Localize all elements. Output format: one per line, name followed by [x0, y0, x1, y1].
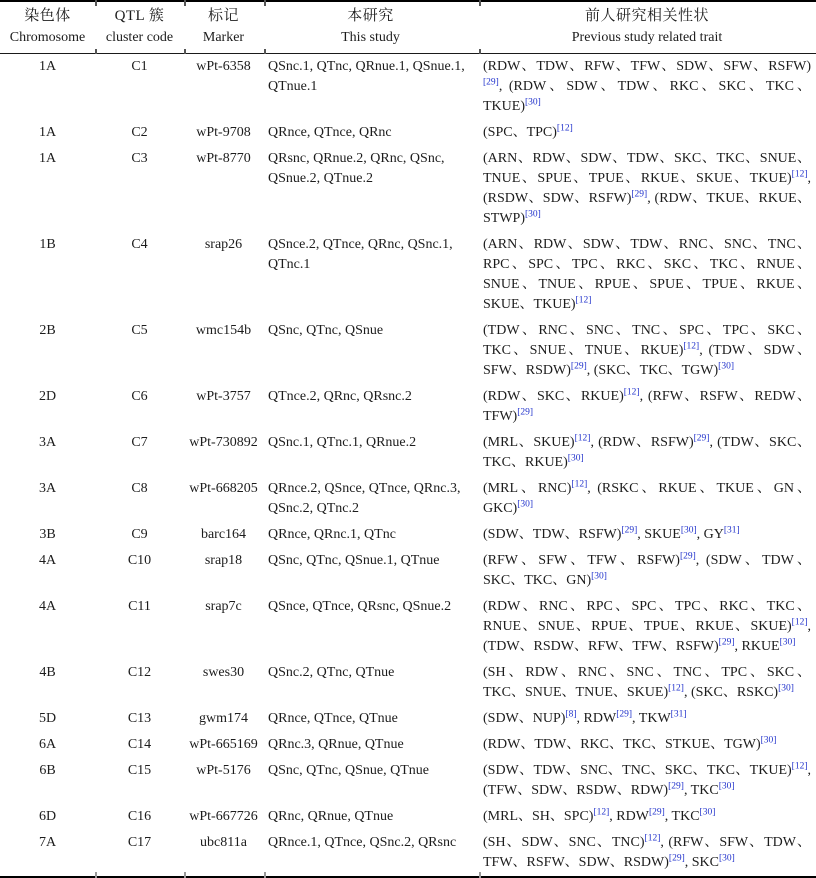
column-tick: [184, 872, 186, 878]
cell-marker: wmc154b: [195, 323, 252, 338]
cell-cluster-code: C5: [131, 323, 148, 338]
table-row: [0, 594, 816, 660]
header-cluster-code-en: cluster code: [105, 30, 174, 45]
cell-this-study: QTnce.2, QRnc, QRsnc.2: [268, 389, 412, 404]
citation-ref[interactable]: [12]: [574, 433, 591, 444]
citation-ref[interactable]: [12]: [556, 123, 573, 134]
citation-ref[interactable]: [8]: [565, 709, 577, 720]
table-row: [0, 54, 816, 121]
citation-ref[interactable]: [29]: [718, 637, 735, 648]
cell-cluster-code: C17: [127, 835, 152, 850]
cell-this-study: QRnce, QTnce, QRnc: [268, 125, 392, 140]
column-tick: [95, 49, 97, 54]
header-marker-en: Marker: [202, 30, 245, 45]
cell-previous: (MRL、SKUE)[12], (RDW、RSFW)[29], (TDW、SKC、TKC、RKUE)[30]: [483, 433, 811, 470]
cell-this-study: QSnce, QTnce, QRsnc, QSnue.2: [268, 599, 452, 614]
column-tick: [264, 0, 266, 6]
header-marker: [184, 1, 263, 54]
cell-marker: wPt-3757: [196, 389, 251, 404]
cell-cluster-code: C2: [131, 125, 148, 140]
cell-previous: (SDW、NUP)[8], RDW[29], TKW[31]: [483, 709, 687, 726]
citation-ref[interactable]: [29]: [668, 781, 684, 792]
citation-ref[interactable]: [12]: [791, 761, 808, 772]
cell-this-study: QRnce.2, QSnce, QTnce, QRnc.3, QSnc.2, QTnc.2: [268, 481, 461, 516]
column-tick: [184, 0, 186, 6]
header-previous-trait: [478, 1, 816, 54]
table-row: [0, 522, 816, 548]
cell-marker: wPt-9708: [196, 125, 251, 140]
header-this-study-zh: 本研究: [347, 8, 394, 24]
header-marker-zh: 标记: [207, 8, 239, 24]
cell-marker: wPt-665169: [189, 737, 258, 752]
citation-ref[interactable]: [12]: [791, 169, 808, 180]
cell-marker: barc164: [200, 527, 247, 542]
cell-previous: (RDW、TDW、RFW、TFW、SDW、SFW、RSFW)[29], (RDW、SDW、TDW、RKC、SKC、TKC、TKUE)[30]: [483, 59, 811, 114]
citation-ref[interactable]: [30]: [525, 209, 541, 220]
cell-marker: gwm174: [199, 711, 248, 726]
citation-ref[interactable]: [12]: [571, 479, 588, 490]
column-tick: [95, 0, 97, 6]
cell-previous: (RDW、RNC、RPC、SPC、TPC、RKC、TKC、RNUE、SNUE、RPUE、TPUE、RKUE、SKUE)[12], (TDW、RSDW、RFW、TFW、RSFW)[29], RKUE[30]: [483, 599, 811, 654]
cell-this-study: QRnce, QTnce, QTnue: [268, 711, 398, 726]
cell-previous: (SH、SDW、SNC、TNC)[12], (RFW、SFW、TDW、TFW、RSFW、SDW、RSDW)[29], SKC[30]: [483, 833, 811, 870]
column-tick: [264, 872, 266, 878]
cell-this-study: QRnc.3, QRnue, QTnue: [268, 737, 404, 752]
cell-chromosome: 7A: [38, 835, 57, 850]
header-this-study-en: This study: [341, 30, 400, 45]
citation-ref[interactable]: [30]: [517, 499, 534, 510]
cell-cluster-code: C1: [131, 59, 148, 74]
citation-ref[interactable]: [30]: [718, 781, 735, 792]
column-tick: [95, 872, 97, 878]
cell-chromosome: 1A: [38, 125, 57, 140]
cell-previous: (MRL、SH、SPC)[12], RDW[29], TKC[30]: [483, 807, 716, 824]
cell-this-study: QSnc, QTnc, QSnue.1, QTnue: [268, 553, 440, 568]
header-cluster-code-zh: QTL 簇: [114, 8, 165, 24]
cell-this-study: QRnce.1, QTnce, QSnc.2, QRsnc: [268, 835, 457, 850]
header-chromosome: [0, 1, 95, 54]
cell-this-study: QSnc.1, QTnc, QRnue.1, QSnue.1, QTnue.1: [268, 59, 465, 94]
cell-previous: (SDW、TDW、RSFW)[29], SKUE[30], GY[31]: [483, 525, 740, 542]
citation-ref[interactable]: [12]: [683, 341, 700, 352]
cell-this-study: QSnc, QTnc, QSnue: [268, 323, 384, 338]
cell-chromosome: 6A: [38, 737, 57, 752]
citation-ref[interactable]: [30]: [591, 571, 607, 582]
cell-marker: wPt-668205: [189, 481, 258, 496]
table-header: [0, 1, 816, 54]
column-tick: [479, 0, 481, 6]
citation-ref[interactable]: [30]: [567, 453, 584, 464]
table-row: [0, 804, 816, 830]
cell-previous: (SPC、TPC)[12]: [483, 123, 573, 140]
cell-cluster-code: C9: [131, 527, 148, 542]
table-row: [0, 430, 816, 476]
cell-marker: wPt-730892: [189, 435, 258, 450]
header-this-study: [263, 1, 478, 54]
cell-cluster-code: C8: [131, 481, 148, 496]
cell-this-study: QSnc.2, QTnc, QTnue: [268, 665, 395, 680]
citation-ref[interactable]: [29]: [679, 551, 696, 562]
cell-chromosome: 6B: [39, 763, 56, 778]
cell-chromosome: 4A: [38, 553, 57, 568]
table-row: [0, 384, 816, 430]
cell-this-study: QRnc, QRnue, QTnue: [268, 809, 394, 824]
cell-cluster-code: C10: [127, 553, 152, 568]
table-row: [0, 232, 816, 318]
cell-cluster-code: C13: [127, 711, 152, 726]
table-row: [0, 830, 816, 877]
table-row: [0, 706, 816, 732]
table-body: [0, 54, 816, 878]
cell-previous: (RFW、SFW、TFW、RSFW)[29], (SDW、TDW、SKC、TKC、GN)[30]: [483, 551, 812, 588]
header-previous-trait-zh: 前人研究相关性状: [584, 8, 709, 24]
header-chromosome-en: Chromosome: [9, 30, 86, 45]
citation-ref[interactable]: [12]: [644, 833, 661, 844]
table-row: [0, 548, 816, 594]
column-tick: [479, 49, 481, 54]
cell-previous: (ARN、RDW、SDW、TDW、SKC、TKC、SNUE、TNUE、SPUE、TPUE、RKUE、SKUE、TKUE)[12], (RSDW、SDW、RSFW)[29], (RDW、TKUE、RKUE、STWP)[30]: [483, 151, 811, 226]
cell-previous: (RDW、SKC、RKUE)[12], (RFW、RSFW、REDW、TFW)[29]: [483, 387, 811, 424]
cell-marker: srap7c: [205, 599, 242, 614]
citation-ref[interactable]: [29]: [621, 525, 638, 536]
column-tick: [184, 49, 186, 54]
cell-cluster-code: C16: [127, 809, 152, 824]
cell-this-study: QRnce, QRnc.1, QTnc: [268, 527, 396, 542]
table-row: [0, 758, 816, 804]
cell-chromosome: 1A: [38, 59, 57, 74]
header-chromosome-zh: 染色体: [24, 8, 71, 24]
cell-marker: wPt-8770: [196, 151, 251, 166]
citation-ref[interactable]: [29]: [631, 189, 648, 200]
table-row: [0, 318, 816, 384]
table-row: [0, 146, 816, 232]
citation-ref[interactable]: [31]: [723, 525, 740, 536]
cell-cluster-code: C14: [127, 737, 152, 752]
header-row: [0, 1, 816, 54]
cell-marker: wPt-5176: [196, 763, 251, 778]
cell-cluster-code: C3: [131, 151, 148, 166]
cell-cluster-code: C11: [128, 599, 151, 614]
cell-cluster-code: C12: [127, 665, 152, 680]
cell-chromosome: 3B: [39, 527, 56, 542]
cell-marker: wPt-6358: [196, 59, 251, 74]
citation-ref[interactable]: [30]: [778, 683, 794, 694]
cell-marker: srap26: [204, 237, 243, 252]
citation-ref[interactable]: [30]: [699, 807, 716, 818]
cell-cluster-code: C7: [131, 435, 148, 450]
column-tick: [264, 49, 266, 54]
cell-this-study: QRsnc, QRnue.2, QRnc, QSnc, QSnue.2, QTnue.2: [268, 151, 445, 186]
cell-previous: (SDW、TDW、SNC、TNC、SKC、TKC、TKUE)[12], (TFW、SDW、RSDW、RDW)[29], TKC[30]: [483, 761, 811, 798]
cell-chromosome: 3A: [38, 435, 57, 450]
cell-previous: (SH、RDW、RNC、SNC、TNC、TPC、SKC、TKC、SNUE、TNUE、SKUE)[12], (SKC、RSKC)[30]: [483, 665, 811, 700]
citation-ref[interactable]: [29]: [648, 807, 665, 818]
cell-chromosome: 5D: [38, 711, 57, 726]
citation-ref[interactable]: [12]: [668, 683, 684, 694]
cell-this-study: QSnc.1, QTnc.1, QRnue.2: [268, 435, 417, 450]
citation-ref[interactable]: [12]: [593, 807, 610, 818]
column-tick: [479, 872, 481, 878]
cell-cluster-code: C6: [131, 389, 148, 404]
cell-previous: (TDW、RNC、SNC、TNC、SPC、TPC、SKC、TKC、SNUE、TNUE、RKUE)[12], (TDW、SDW、SFW、RSDW)[29], (SKC、TKC、TGW)[30]: [483, 323, 811, 378]
citation-ref[interactable]: [30]: [525, 97, 541, 108]
cell-chromosome: 3A: [38, 481, 57, 496]
cell-previous: (MRL、RNC)[12], (RSKC、RKUE、TKUE、GN、GKC)[30]: [483, 479, 812, 516]
cell-marker: wPt-667726: [189, 809, 258, 824]
citation-ref[interactable]: [29]: [616, 709, 633, 720]
header-previous-trait-en: Previous study related trait: [571, 30, 723, 45]
cell-chromosome: 4B: [39, 665, 56, 680]
citation-ref[interactable]: [30]: [760, 735, 777, 746]
citation-ref[interactable]: [30]: [680, 525, 697, 536]
citation-ref[interactable]: [30]: [718, 361, 734, 372]
citation-ref[interactable]: [12]: [623, 387, 640, 398]
cell-chromosome: 2D: [38, 389, 57, 404]
header-cluster-code: [95, 1, 184, 54]
cell-chromosome: 4A: [38, 599, 57, 614]
citation-ref[interactable]: [30]: [718, 853, 735, 864]
cell-marker: swes30: [202, 665, 245, 680]
cell-this-study: QSnc, QTnc, QSnue, QTnue: [268, 763, 429, 778]
cell-previous: (ARN、RDW、SDW、TDW、RNC、SNC、TNC、RPC、SPC、TPC、RKC、SKC、TKC、RNUE、SNUE、TNUE、RPUE、SPUE、TPUE、RKUE、SKUE、TKUE)[12]: [483, 237, 811, 312]
citation-ref[interactable]: [12]: [575, 295, 592, 306]
citation-ref[interactable]: [30]: [779, 637, 796, 648]
cell-marker: ubc811a: [200, 835, 247, 850]
cell-cluster-code: C4: [131, 237, 148, 252]
citation-ref[interactable]: [29]: [693, 433, 710, 444]
cell-cluster-code: C15: [127, 763, 152, 778]
table-row: [0, 476, 816, 522]
cell-previous: (RDW、TDW、RKC、TKC、STKUE、TGW)[30]: [483, 735, 777, 752]
citation-ref[interactable]: [31]: [670, 709, 687, 720]
citation-ref[interactable]: [29]: [570, 361, 587, 372]
cell-chromosome: 2B: [39, 323, 56, 338]
citation-ref[interactable]: [29]: [483, 77, 499, 88]
cell-this-study: QSnce.2, QTnce, QRnc, QSnc.1, QTnc.1: [268, 237, 453, 272]
table-row: [0, 732, 816, 758]
table-row: [0, 660, 816, 706]
cell-chromosome: 6D: [38, 809, 57, 824]
citation-ref[interactable]: [12]: [791, 617, 808, 628]
table-row: [0, 120, 816, 146]
cell-marker: srap18: [204, 553, 243, 568]
citation-ref[interactable]: [29]: [668, 853, 685, 864]
cell-chromosome: 1A: [38, 151, 57, 166]
cell-chromosome: 1B: [39, 237, 56, 252]
citation-ref[interactable]: [29]: [517, 407, 534, 418]
